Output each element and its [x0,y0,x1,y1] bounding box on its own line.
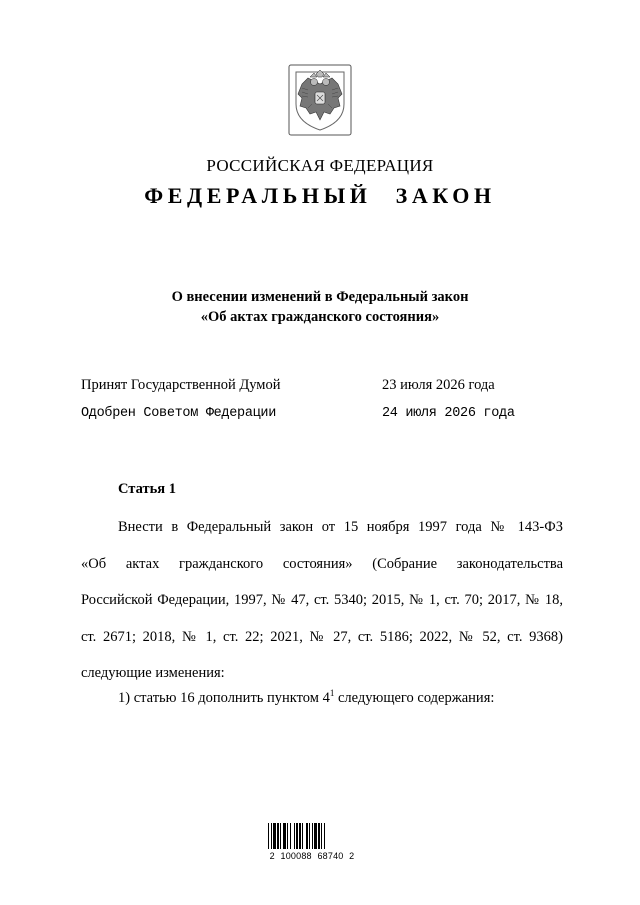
amendment-item-text-suffix: следующего содержания: [334,690,495,706]
paragraph-line: «Об актах гражданского состояния» (Собрание законодательства [81,555,563,572]
law-title [0,287,640,327]
country-heading: РОССИЙСКАЯ ФЕДЕРАЦИЯ [206,156,434,175]
paragraph-line: ст. 2671; 2018, № 1, ст. 22; 2021, № 27, ст. 5186; 2022, № 52, ст. 9368) [81,628,563,645]
council-approval-label: Одобрен Советом Федерации [81,406,277,421]
document-type-heading: ФЕДЕРАЛЬНЫЙ ЗАКОН [144,183,496,208]
paragraph-line: Внести в Федеральный закон от 15 ноября 1997 года № 143-ФЗ [118,519,563,535]
duma-adoption-label: Принят Государственной Думой [81,377,281,393]
law-title-line-1: О внесении изменений в Федеральный закон [171,289,469,305]
paragraph-line: Российской Федерации, 1997, № 47, ст. 5340; 2015, № 1, ст. 70; 2017, № 18, [81,592,563,608]
duma-adoption-date: 23 июля 2026 года [382,377,495,393]
law-title-line-2: «Об актах гражданского состояния» [200,309,440,325]
article-paragraph [81,509,563,692]
barcode-image [268,823,352,849]
amendment-item-text: 1) статью 16 дополнить пунктом 4 [118,690,330,706]
paragraph-line: следующие изменения: [81,665,225,681]
coat-of-arms-emblem [288,64,352,136]
amendment-item-superscript: 1 [329,688,335,698]
amendment-item [118,688,494,707]
council-approval-date: 24 июля 2026 года [382,406,515,421]
article-heading: Статья 1 [118,481,176,497]
barcode-number: 2 100088 68740 2 [269,851,355,861]
